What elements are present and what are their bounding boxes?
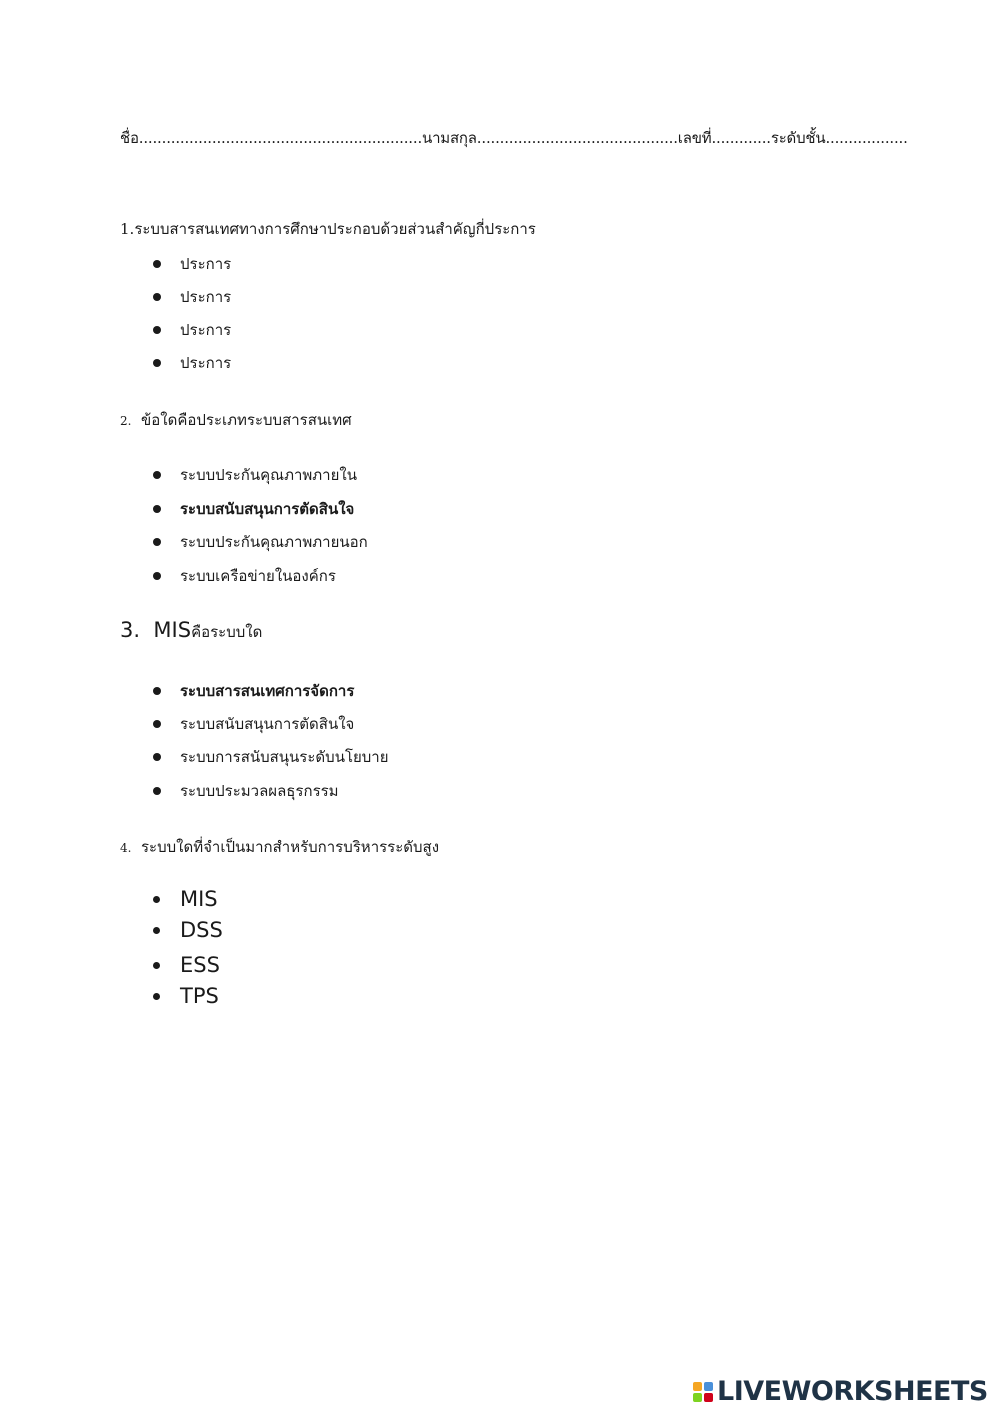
bullet-icon <box>153 260 161 268</box>
question-2-option-2[interactable] <box>150 497 354 521</box>
option-label: ESS <box>180 953 220 977</box>
question-4-option-2[interactable] <box>150 918 223 942</box>
bullet-icon <box>153 720 161 728</box>
question-2-option-3[interactable] <box>150 530 368 554</box>
option-label: ประการ <box>180 255 232 273</box>
option-label: ระบบประกันคุณภาพภายใน <box>180 466 357 484</box>
question-3 <box>120 618 262 644</box>
question-1-text: ระบบสารสนเทศทางการศึกษาประกอบด้วยส่วนสำคัญกี่ประการ <box>134 220 536 238</box>
bullet-icon <box>153 993 160 1000</box>
question-1 <box>120 217 536 241</box>
bullet-icon <box>153 505 161 513</box>
bullet-icon <box>153 687 161 695</box>
question-4-option-4[interactable] <box>150 984 219 1008</box>
student-info-line: ชื่อ..............................................................นามสกุล............................................เลขที่.............ระดับชั้น.................. <box>120 129 908 147</box>
option-label: ประการ <box>180 288 232 306</box>
bullet-icon <box>153 538 161 546</box>
bullet-icon <box>153 787 161 795</box>
option-label: ระบบเครือข่ายในองค์กร <box>180 567 336 585</box>
question-2-text: ข้อใดคือประเภทระบบสารสนเทศ <box>141 411 352 429</box>
question-1-number: 1. <box>120 220 135 238</box>
option-label: ระบบสนับสนุนการตัดสินใจ <box>180 500 355 518</box>
logo-square-1 <box>693 1382 702 1391</box>
bullet-icon <box>153 359 161 367</box>
liveworksheets-logo <box>693 1376 988 1407</box>
logo-text: LIVEWORKSHEETS <box>717 1376 988 1407</box>
option-label: ระบบสารสนเทศการจัดการ <box>180 682 355 700</box>
bullet-icon <box>153 927 160 934</box>
question-2-number: 2. <box>120 414 132 428</box>
option-label: ประการ <box>180 354 232 372</box>
logo-square-4 <box>704 1393 713 1402</box>
question-1-option-2[interactable] <box>150 285 231 309</box>
logo-square-2 <box>704 1382 713 1391</box>
option-label: ระบบประกันคุณภาพภายนอก <box>180 533 368 551</box>
logo-square-3 <box>693 1393 702 1402</box>
question-2 <box>120 408 352 432</box>
question-1-option-1[interactable] <box>150 252 231 276</box>
question-3-text: คือระบบใด <box>191 623 263 641</box>
question-4 <box>120 835 439 859</box>
option-label: ระบบการสนับสนุนระดับนโยบาย <box>180 748 389 766</box>
question-3-option-3[interactable] <box>150 745 389 769</box>
question-2-option-4[interactable] <box>150 564 336 588</box>
question-4-text: ระบบใดที่จำเป็นมากสำหรับการบริหารระดับสูง <box>141 838 440 856</box>
option-label: ประการ <box>180 321 232 339</box>
question-3-lead: MIS <box>153 618 192 642</box>
question-3-option-4[interactable] <box>150 779 339 803</box>
bullet-icon <box>153 572 161 580</box>
liveworksheets-logo-icon <box>693 1382 713 1402</box>
option-label: TPS <box>180 984 219 1008</box>
option-label: DSS <box>180 918 223 942</box>
question-2-option-1[interactable] <box>150 463 357 487</box>
bullet-icon <box>153 293 161 301</box>
bullet-icon <box>153 962 160 969</box>
option-label: MIS <box>180 887 218 911</box>
bullet-icon <box>153 326 161 334</box>
question-3-number: 3. <box>120 618 141 642</box>
bullet-icon <box>153 896 160 903</box>
question-4-number: 4. <box>120 841 132 855</box>
question-4-option-3[interactable] <box>150 953 220 977</box>
question-3-option-1[interactable] <box>150 679 354 703</box>
bullet-icon <box>153 753 161 761</box>
question-1-option-4[interactable] <box>150 351 231 375</box>
question-1-option-3[interactable] <box>150 318 231 342</box>
bullet-icon <box>153 471 161 479</box>
question-3-option-2[interactable] <box>150 712 354 736</box>
option-label: ระบบประมวลผลธุรกรรม <box>180 782 339 800</box>
question-4-option-1[interactable] <box>150 887 218 911</box>
option-label: ระบบสนับสนุนการตัดสินใจ <box>180 715 355 733</box>
